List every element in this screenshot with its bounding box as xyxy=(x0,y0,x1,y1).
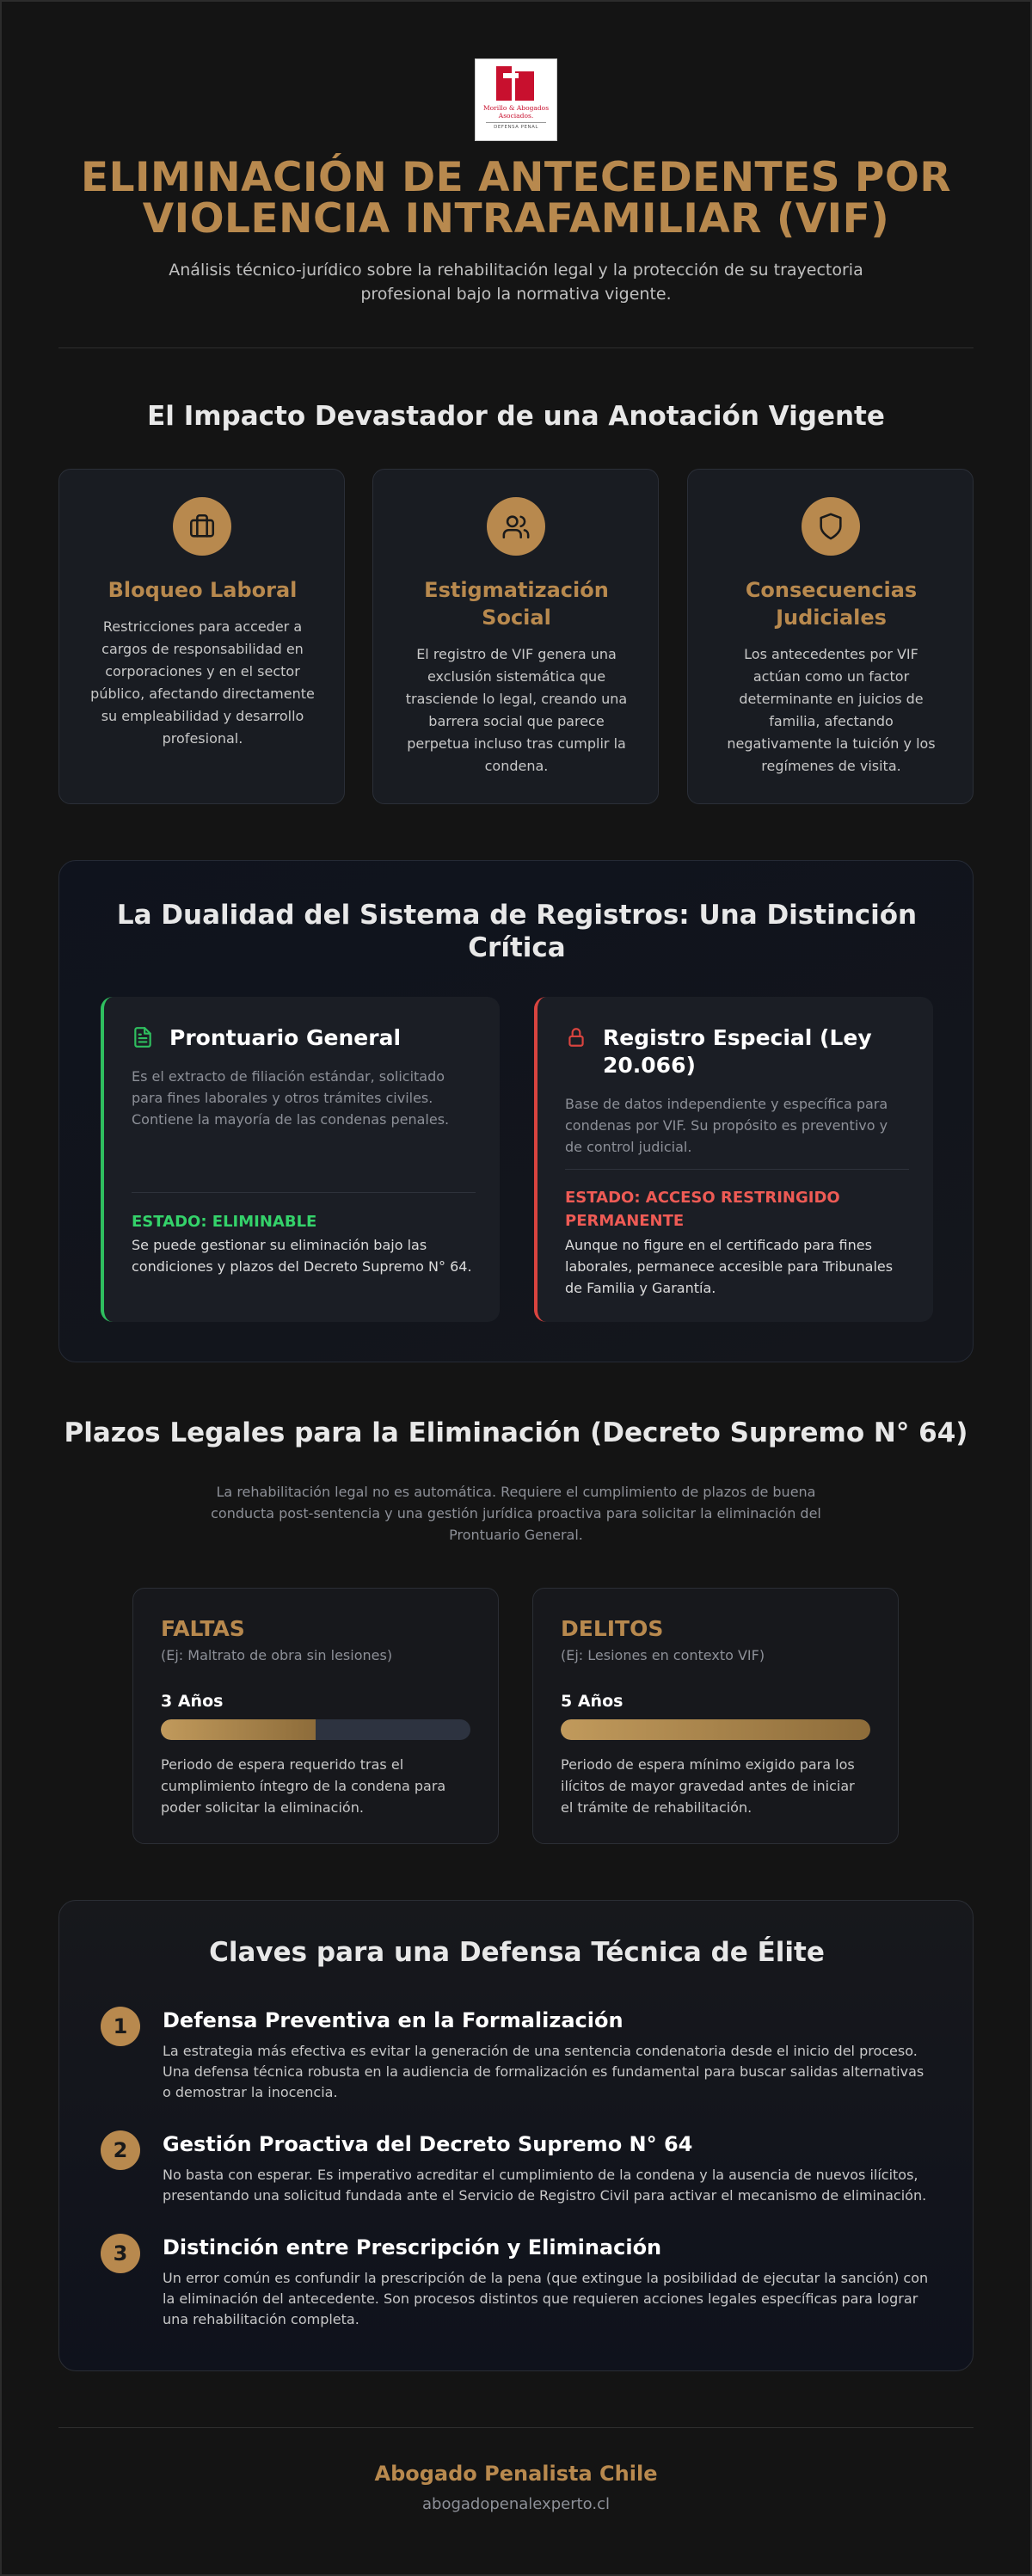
registro-description: Base de datos independiente y específica para condenas por VIF. Su propósito es preventivo y de control judicial. xyxy=(565,1096,888,1155)
impact-section-title: El Impacto Devastador de una Anotación Vigente xyxy=(147,401,885,432)
claves-title: Claves para una Defensa Técnica de Élite xyxy=(209,1937,825,1968)
footer-brand: Abogado Penalista Chile xyxy=(374,2462,658,2486)
registro-general-card xyxy=(101,997,500,1322)
duality-title: La Dualidad del Sistema de Registros: Una Distinción Crítica xyxy=(116,900,918,963)
plazo-text: Periodo de espera requerido tras el cumplimiento íntegro de la condena para poder solicitar la eliminación. xyxy=(161,1756,446,1816)
registro-name: Prontuario General xyxy=(169,1025,402,1050)
impact-card-consecuencias xyxy=(687,469,974,804)
impact-card-title: Estigmatización Social xyxy=(424,578,609,630)
registro-status: ESTADO: ELIMINABLE xyxy=(132,1213,317,1231)
plazo-years: 3 Años xyxy=(161,1692,224,1711)
clave-title: Defensa Preventiva en la Formalización xyxy=(163,2008,624,2032)
logo-tagline: DEFENSA PENAL xyxy=(494,125,538,131)
registro-detail: Se puede gestionar su eliminación bajo las condiciones y plazos del Decreto Supremo N° 64. xyxy=(132,1237,472,1275)
impact-card-estigmatizacion xyxy=(372,469,659,804)
plazo-text: Periodo de espera mínimo exigido para los ilícitos de mayor gravedad antes de iniciar el trámite de rehabilitación. xyxy=(561,1756,855,1816)
footer-divider xyxy=(58,2427,974,2428)
clave-title: Distinción entre Prescripción y Eliminación xyxy=(163,2235,662,2259)
impact-card-title: Consecuencias Judiciales xyxy=(745,578,918,630)
document-icon xyxy=(132,1026,154,1048)
impact-card-text: Los antecedentes por VIF actúan como un factor determinante en juicios de familia, afectando negativamente la tuición y los regímenes de visita. xyxy=(727,646,936,774)
plazo-progress-bar xyxy=(561,1719,870,1740)
users-icon xyxy=(487,497,545,556)
plazo-name: FALTAS xyxy=(161,1616,245,1641)
plazo-years: 5 Años xyxy=(561,1692,624,1711)
registro-especial-card xyxy=(534,997,933,1322)
shield-icon xyxy=(802,497,860,556)
plazo-name: DELITOS xyxy=(561,1616,664,1641)
lock-icon xyxy=(565,1026,587,1048)
clave-text: Un error común es confundir la prescripción de la pena (que extingue la posibilidad de ejecutar la sanción) con la eliminación del antecedente. Son procesos distintos que requieren acciones legales específicas para lograr una rehabilitación completa. xyxy=(163,2270,929,2327)
header-divider xyxy=(58,347,974,348)
impact-card-title: Bloqueo Laboral xyxy=(108,578,298,602)
clave-title: Gestión Proactiva del Decreto Supremo N° 64 xyxy=(163,2132,693,2156)
footer-website-link[interactable]: abogadopenalexperto.cl xyxy=(422,2495,610,2513)
page-title: ELIMINACIÓN DE ANTECEDENTES POR VIOLENCIA INTRAFAMILIAR (VIF) xyxy=(80,154,952,243)
plazo-progress-bar xyxy=(161,1719,470,1740)
clave-number-badge: 3 xyxy=(101,2234,140,2273)
plazo-card-delitos xyxy=(532,1588,899,1844)
clave-text: No basta con esperar. Es imperativo acreditar el cumplimiento de la condena y la ausencia de nuevos ilícitos, presentando una solicitud fundada ante el Servicio de Registro Civil para activar el mecanismo de eliminación. xyxy=(163,2167,927,2204)
plazos-intro: La rehabilitación legal no es automática. Requiere el cumplimiento de plazos de buena conducta post-sentencia y una gestión jurídica proactiva para solicitar la eliminación del Prontuario General. xyxy=(211,1484,821,1543)
duality-panel xyxy=(58,860,974,1362)
plazo-progress-fill xyxy=(561,1719,870,1740)
briefcase-icon xyxy=(173,497,231,556)
plazo-example: (Ej: Lesiones en contexto VIF) xyxy=(561,1647,765,1663)
clave-text: La estrategia más efectiva es evitar la generación de una sentencia condenatoria desde el inicio del proceso. Una defensa técnica robusta en la audiencia de formalización es fundamental para buscar salidas alternativas o demostrar la inocencia. xyxy=(163,2043,924,2100)
claves-panel xyxy=(58,1900,974,2371)
plazo-progress-fill xyxy=(161,1719,316,1740)
page-subtitle: Análisis técnico-jurídico sobre la rehabilitación legal y la protección de su trayectoria profesional bajo la normativa vigente. xyxy=(169,261,863,304)
logo-name: Morillo & Abogados Asociados. xyxy=(482,104,550,120)
registro-detail: Aunque no figure en el certificado para fines laborales, permanece accesible para Tribunales de Familia y Garantía. xyxy=(565,1237,894,1296)
impact-card-bloqueo-laboral xyxy=(58,469,345,804)
registro-description: Es el extracto de filiación estándar, solicitado para fines laborales y otros trámites civiles. Contiene la mayoría de las condenas penales. xyxy=(132,1068,450,1128)
logo-mark xyxy=(494,65,538,102)
clave-number-badge: 2 xyxy=(101,2130,140,2170)
plazos-section-title: Plazos Legales para la Eliminación (Decreto Supremo N° 64) xyxy=(64,1417,968,1448)
plazo-card-faltas xyxy=(132,1588,499,1844)
impact-card-text: El registro de VIF genera una exclusión sistemática que trasciende lo legal, creando una barrera social que parece perpetua incluso tras cumplir la condena. xyxy=(405,646,628,774)
registro-status: ESTADO: ACCESO RESTRINGIDO PERMANENTE xyxy=(565,1189,840,1230)
clave-number-badge: 1 xyxy=(101,2007,140,2046)
plazo-example: (Ej: Maltrato de obra sin lesiones) xyxy=(161,1647,393,1663)
registro-name: Registro Especial (Ley 20.066) xyxy=(603,1025,872,1078)
impact-card-text: Restricciones para acceder a cargos de responsabilidad en corporaciones y en el sector público, afectando directamente su empleabilidad y desarrollo profesional. xyxy=(90,618,315,747)
firm-logo xyxy=(475,58,557,141)
